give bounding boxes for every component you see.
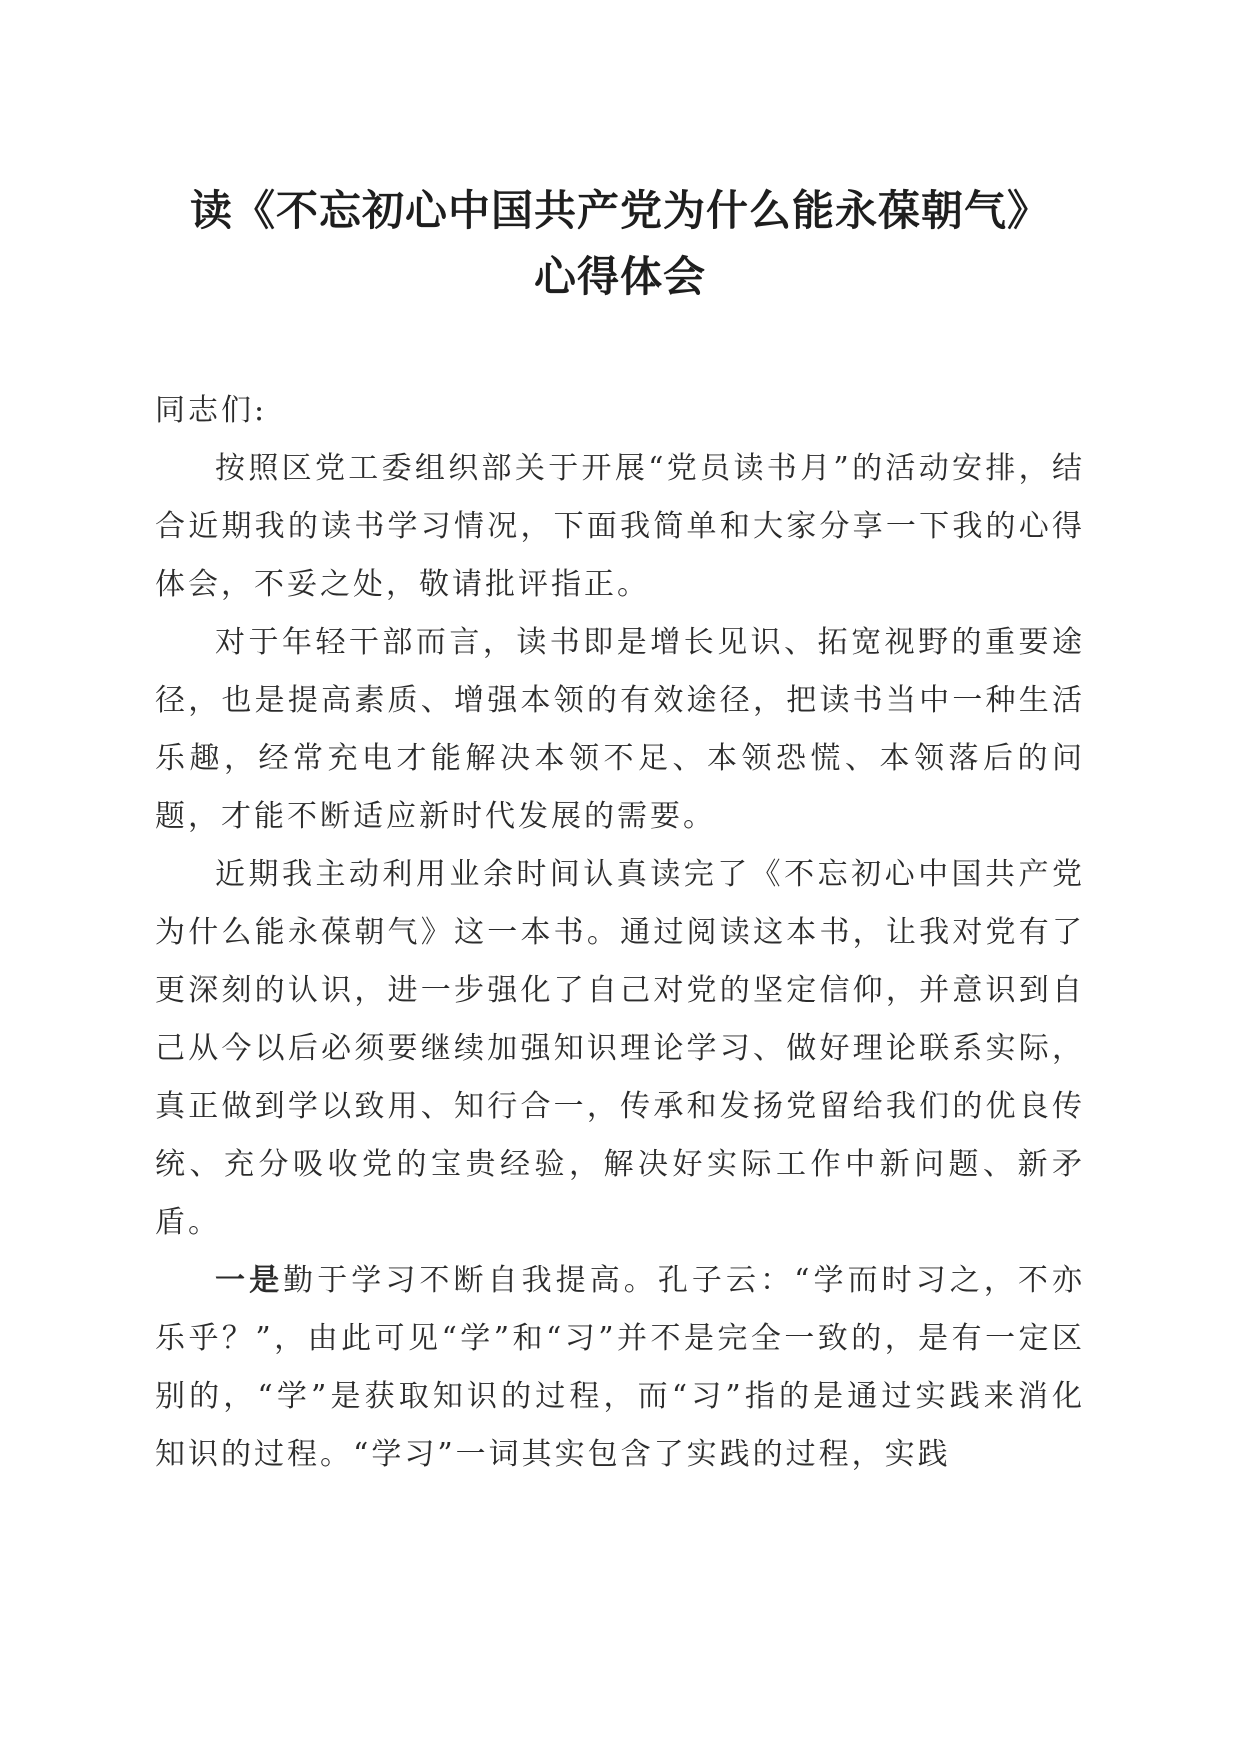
point-1-lead: 一是 [215, 1263, 284, 1298]
paragraph-1: 按照区党工委组织部关于开展“党员读书月”的活动安排，结合近期我的读书学习情况，下面我简单和大家分享一下我的心得体会，不妥之处，敬请批评指正。 [155, 451, 1085, 602]
title-line-1: 读《不忘初心中国共产党为什么能永葆朝气》 [189, 186, 1050, 235]
paragraph-3: 近期我主动利用业余时间认真读完了《不忘初心中国共产党为什么能永葆朝气》这一本书。通过阅读这本书，让我对党有了更深刻的认识，进一步强化了自己对党的坚定信仰，并意识到自己从今以后必须要继续加强知识理论学习、做好理论联系实际，真正做到学以致用、知行合一，传承和发扬党留给我们的优良传统、充分吸收党的宝贵经验，解决好实际工作中新问题、新矛盾。 [155, 857, 1085, 1240]
paragraph-2: 对于年轻干部而言，读书即是增长见识、拓宽视野的重要途径，也是提高素质、增强本领的有效途径，把读书当中一种生活乐趣，经常充电才能解决本领不足、本领恐慌、本领落后的问题，才能不断适应新时代发展的需要。 [155, 625, 1085, 834]
paragraph-4 [155, 1252, 1085, 1484]
document-title [150, 178, 1090, 310]
title-line-2: 心得体会 [533, 252, 706, 301]
point-1-text: 勤于学习不断自我提高。孔子云：“学而时习之，不亦乐乎？”，由此可见“学”和“习”并不是完全一致的，是有一定区别的，“学”是获取知识的过程，而“习”指的是通过实践来消化知识的过程。“学习”一词其实包含了实践的过程，实践 [155, 1263, 1086, 1472]
document-body [155, 382, 1085, 1484]
salutation: 同志们: [155, 393, 268, 428]
